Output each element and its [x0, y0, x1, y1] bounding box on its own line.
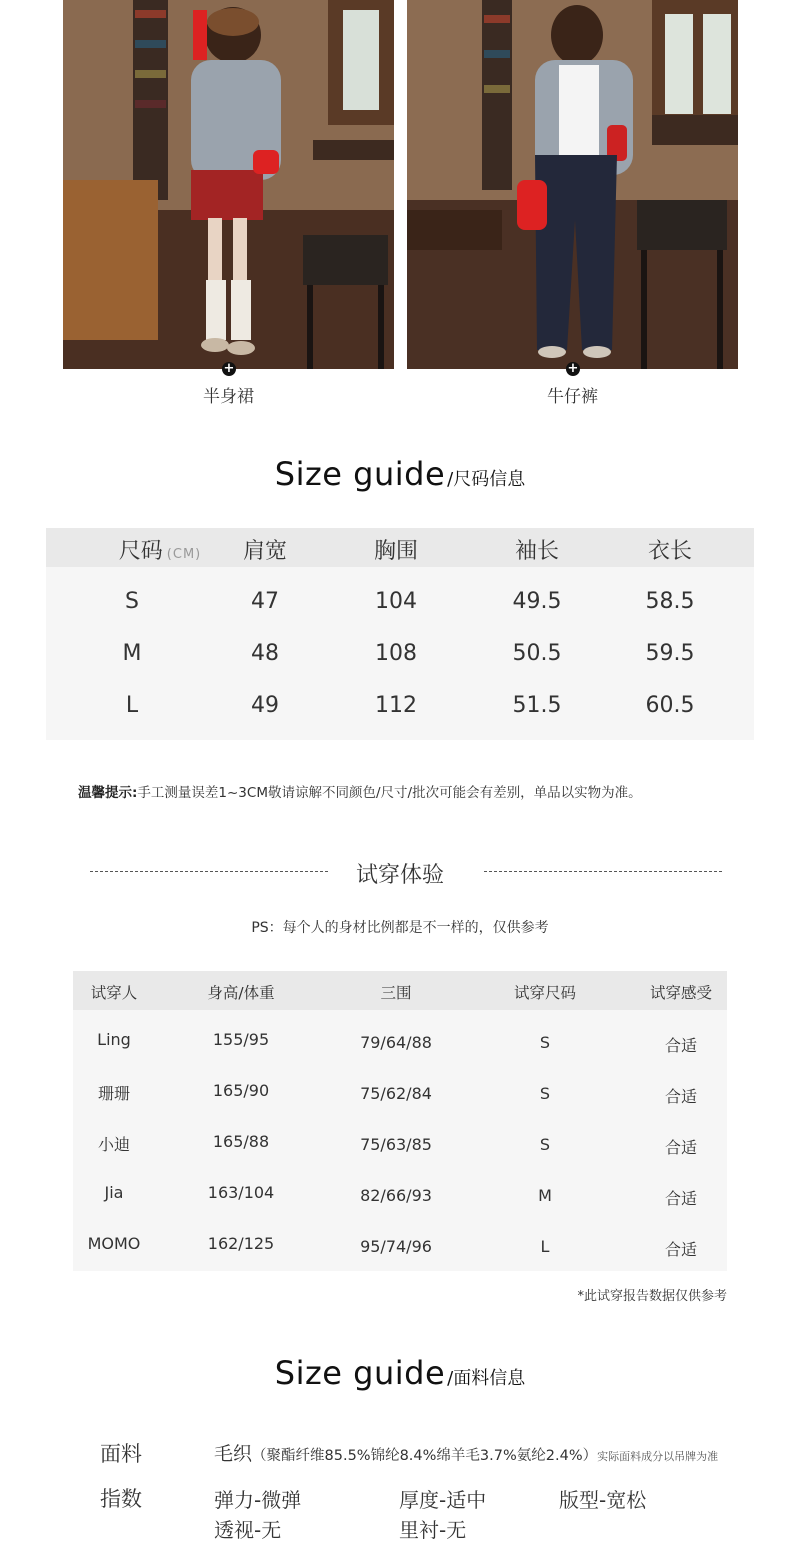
size-cell: 60.5 — [645, 693, 695, 718]
tryon-header: 三围 — [380, 984, 412, 1002]
size-guide-title-en: Size guide — [274, 455, 446, 493]
jeans-outfit-photo[interactable] — [407, 0, 738, 369]
tryon-cell: S — [539, 1033, 551, 1052]
tryon-cell: 合适 — [664, 1087, 698, 1106]
fabric-value — [214, 1439, 718, 1466]
size-cell: M — [122, 641, 142, 666]
tryon-header: 身高/体重 — [207, 984, 275, 1002]
fabric-composition-note: 实际面料成分以吊牌为准 — [597, 1450, 719, 1463]
tryon-title — [0, 858, 800, 888]
size-row — [46, 577, 754, 629]
size-header-sleeve: 袖长 — [514, 539, 560, 564]
plus-icon: + — [223, 361, 235, 376]
tryon-cell: 合适 — [664, 1240, 698, 1259]
tip-label: 温馨提示: — [78, 785, 138, 801]
tryon-row — [73, 1061, 727, 1112]
fabric-guide-title-cn: /面料信息 — [447, 1368, 526, 1389]
size-guide-title-cn: /尺码信息 — [447, 469, 526, 490]
tryon-table-header — [73, 971, 727, 1010]
size-cell: 49.5 — [512, 589, 562, 614]
tryon-cell: 小迪 — [97, 1135, 131, 1154]
tip-text: 手工测量误差1~3CM敬请谅解不同颜色/尺寸/批次可能会有差别，单品以实物为准。 — [137, 785, 642, 801]
tryon-row — [73, 1010, 727, 1061]
tryon-cell: 合适 — [664, 1138, 698, 1157]
size-guide-title — [0, 455, 800, 493]
size-cell: S — [125, 589, 139, 614]
tryon-header: 试穿尺码 — [513, 984, 577, 1002]
fit: 版型-宽松 — [559, 1488, 647, 1512]
jeans-caption: 牛仔裤 — [547, 387, 598, 407]
lining: 里衬-无 — [399, 1518, 467, 1542]
tryon-cell: 75/63/85 — [360, 1135, 432, 1154]
tryon-cell: 162/125 — [207, 1234, 275, 1253]
size-cell: 112 — [375, 693, 417, 718]
fabric-guide-title — [0, 1354, 800, 1392]
tryon-header: 试穿人 — [90, 984, 138, 1002]
size-header-chest: 胸围 — [373, 539, 419, 564]
tryon-row — [73, 1163, 727, 1214]
skirt-outfit-photo[interactable] — [63, 0, 394, 369]
tryon-cell: 82/66/93 — [360, 1186, 432, 1205]
tryon-cell: 合适 — [664, 1189, 698, 1208]
size-cell: 50.5 — [512, 641, 562, 666]
tryon-table — [73, 971, 727, 1271]
size-cell: 59.5 — [645, 641, 695, 666]
tryon-cell: MOMO — [87, 1234, 141, 1253]
tryon-cell: M — [538, 1186, 552, 1205]
tryon-cell: 合适 — [664, 1036, 698, 1055]
tryon-row — [73, 1112, 727, 1163]
tryon-cell: 79/64/88 — [360, 1033, 432, 1052]
size-header-shoulder: 肩宽 — [242, 539, 288, 564]
size-cell: 49 — [251, 693, 279, 718]
tryon-header: 试穿感受 — [649, 984, 713, 1002]
tryon-title-text: 试穿体验 — [355, 863, 444, 888]
size-cell: L — [125, 693, 139, 718]
fabric-label: 面料 — [100, 1442, 142, 1466]
transparency: 透视-无 — [214, 1518, 282, 1542]
size-row — [46, 681, 754, 733]
size-header-size: 尺码 (CM) — [118, 539, 202, 564]
tryon-cell: Ling — [97, 1030, 131, 1049]
skirt-caption: 半身裙 — [203, 387, 254, 407]
tryon-cell: 75/62/84 — [360, 1084, 432, 1103]
size-table — [46, 528, 754, 740]
thickness: 厚度-适中 — [399, 1488, 487, 1512]
tryon-cell: 163/104 — [207, 1183, 275, 1202]
size-header-length: 衣长 — [647, 539, 693, 564]
index-label: 指数 — [100, 1487, 142, 1511]
tryon-cell: 155/95 — [212, 1030, 270, 1049]
size-cell: 51.5 — [512, 693, 562, 718]
product-photos — [0, 0, 800, 420]
tryon-ps: PS：每个人的身材比例都是不一样的，仅供参考 — [251, 920, 549, 936]
unit-label: (CM) — [166, 547, 202, 562]
measurement-tip — [78, 781, 642, 801]
tryon-cell: Jia — [104, 1183, 124, 1202]
fabric-composition: （聚酯纤维85.5%锦纶8.4%绵羊毛3.7%氨纶2.4%） — [252, 1448, 598, 1464]
fabric-guide-title-en: Size guide — [274, 1354, 446, 1392]
size-cell: 104 — [375, 589, 417, 614]
size-table-header — [46, 528, 754, 567]
tryon-row — [73, 1214, 727, 1265]
tryon-cell: 165/88 — [212, 1132, 270, 1151]
tryon-cell: S — [539, 1084, 551, 1103]
tryon-note: *此试穿报告数据仅供参考 — [577, 1289, 727, 1304]
size-row — [46, 629, 754, 681]
fabric-name: 毛织 — [214, 1443, 253, 1465]
tryon-cell: 165/90 — [212, 1081, 270, 1100]
size-cell: 58.5 — [645, 589, 695, 614]
divider — [484, 871, 722, 872]
size-cell: 47 — [251, 589, 279, 614]
tryon-cell: 95/74/96 — [360, 1237, 432, 1256]
elasticity: 弹力-微弹 — [214, 1488, 302, 1512]
tryon-cell: 珊珊 — [97, 1084, 131, 1103]
tryon-cell: S — [539, 1135, 551, 1154]
size-cell: 108 — [375, 641, 417, 666]
plus-icon: + — [567, 361, 579, 376]
size-cell: 48 — [251, 641, 279, 666]
tryon-cell: L — [540, 1237, 550, 1256]
